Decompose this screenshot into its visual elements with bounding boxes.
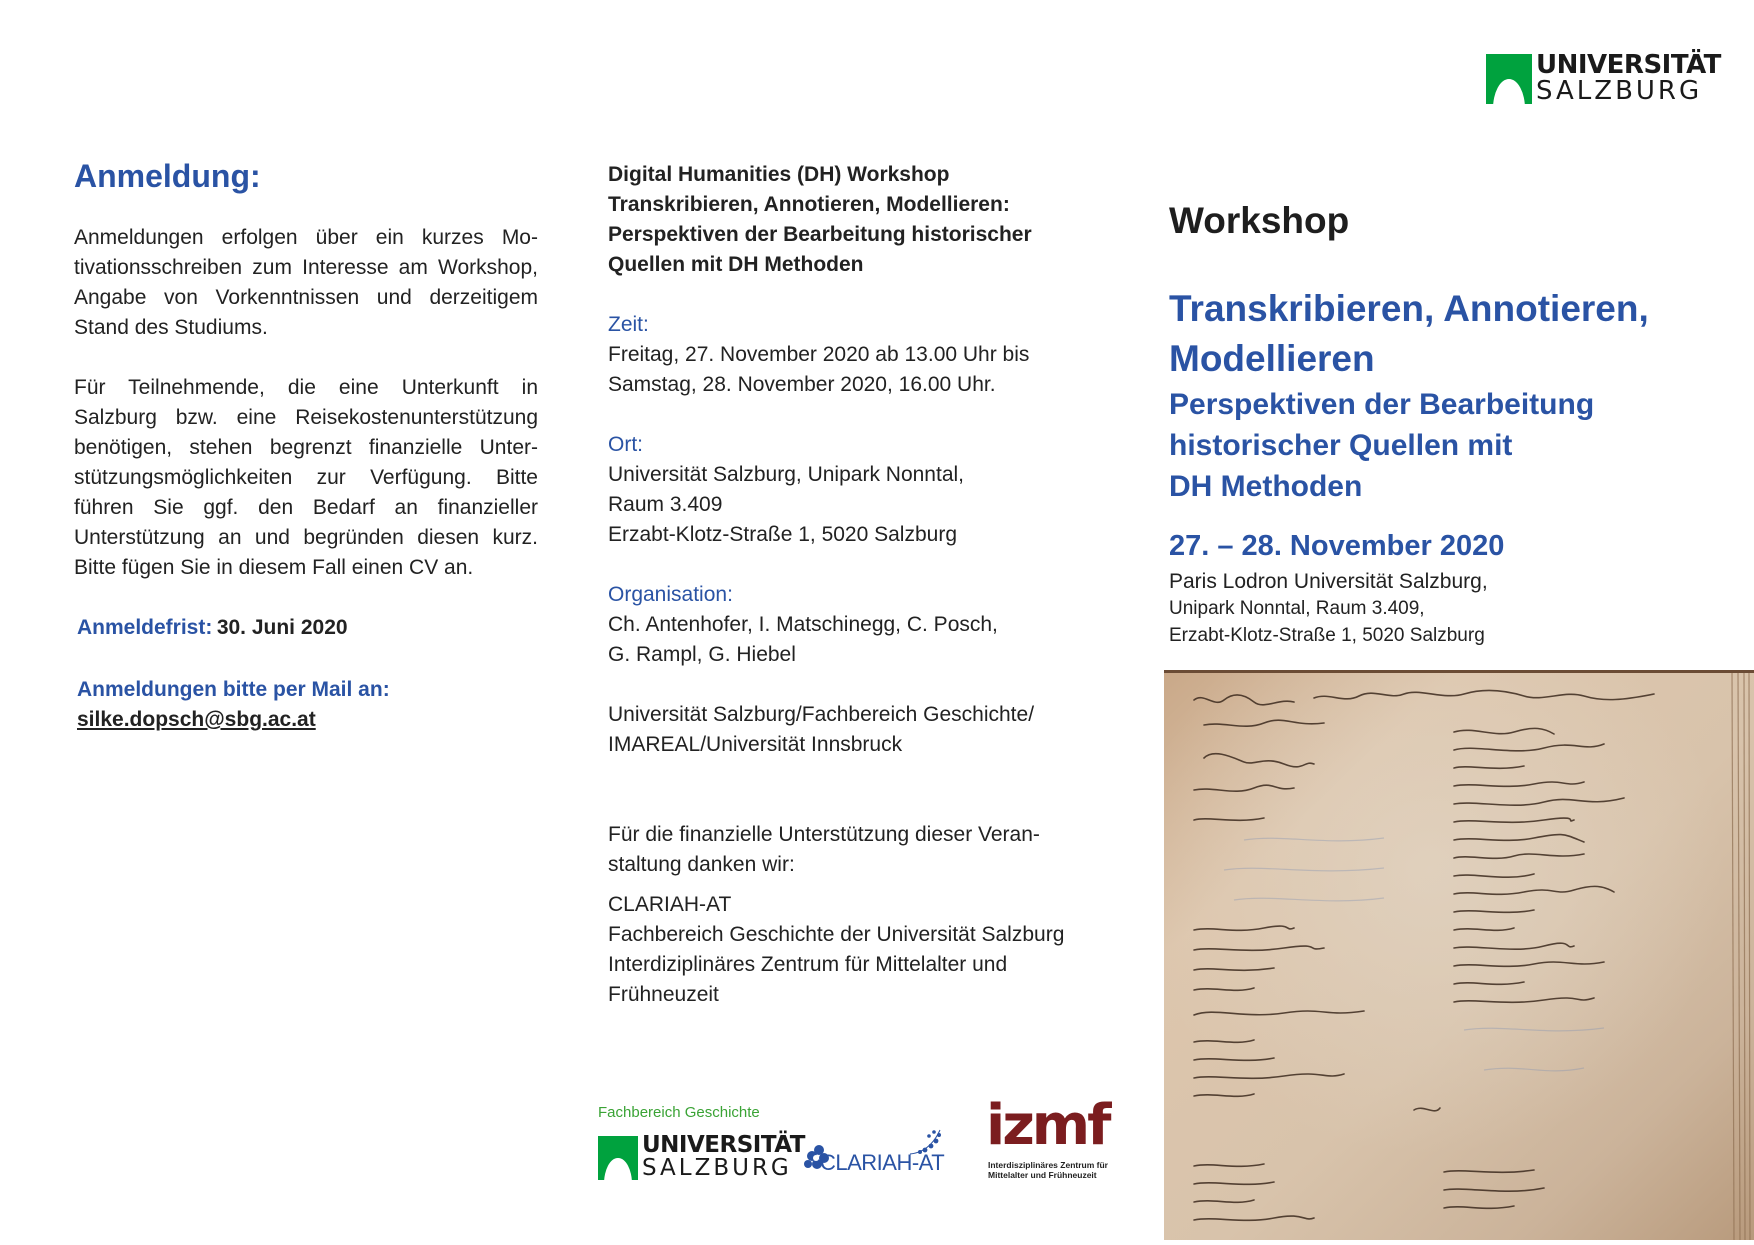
fachbereich-label: Fachbereich Geschichte: [598, 1104, 760, 1121]
izmf-subtitle-2: Mittelalter und Frühneuzeit: [988, 1170, 1097, 1180]
time-line: Samstag, 28. November 2020, 16.00 Uhr.: [608, 373, 996, 396]
deadline-line: [74, 613, 538, 645]
sponsor-line: Interdiziplinäres Zentrum für Mittelalter und: [608, 953, 1008, 976]
university-arch-icon: [598, 1136, 638, 1180]
thanks-line: Für die finanzielle Unterstützung dieser Veran-: [608, 823, 1040, 846]
workshop-title-block: [608, 160, 1128, 280]
place-label: Ort:: [608, 433, 643, 456]
title-line: Digital Humanities (DH) Workshop: [608, 163, 950, 186]
place-line: Erzabt-Klotz-Straße 1, 5020 Salzburg: [608, 523, 958, 546]
deadline-label: Anmeldefrist:: [77, 616, 213, 639]
location-line: Paris Lodron Universität Salzburg,: [1169, 570, 1488, 593]
workshop-subtitle: [1169, 384, 1729, 507]
subtitle-line: Perspektiven der Bearbeitung: [1169, 388, 1595, 421]
mail-link[interactable]: silke.dopsch@sbg.ac.at: [77, 708, 316, 731]
workshop-main-title: [1169, 284, 1729, 384]
universitaet-salzburg-logo: [1486, 52, 1721, 104]
organisation-label: Organisation:: [608, 583, 733, 606]
logo-line-1: UNIVERSITÄT: [642, 1132, 805, 1158]
izmf-subtitle-1: Interdisziplinäres Zentrum für: [988, 1160, 1108, 1170]
title-line: Perspektiven der Bearbeitung historischer: [608, 223, 1032, 246]
event-date: 27. – 28. November 2020: [1169, 530, 1505, 562]
place-line: Universität Salzburg, Unipark Nonntal,: [608, 463, 964, 486]
location-line: Unipark Nonntal, Raum 3.409,: [1169, 598, 1425, 619]
logo-line-1: UNIVERSITÄT: [1536, 50, 1721, 80]
thanks-line: staltung danken wir:: [608, 853, 795, 876]
time-label: Zeit:: [608, 313, 649, 336]
registration-section: [74, 158, 538, 737]
subtitle-line: historischer Quellen mit: [1169, 429, 1513, 462]
details-section: [608, 160, 1128, 1010]
main-title-line: Modellieren: [1169, 338, 1375, 379]
logo-line-2: SALZBURG: [1536, 76, 1703, 106]
registration-heading: Anmeldung:: [74, 158, 261, 194]
place-line: Raum 3.409: [608, 493, 723, 516]
title-line: Transkribieren, Annotieren, Modellieren:: [608, 193, 1010, 216]
institution-line: Universität Salzburg/Fachbereich Geschichte/: [608, 703, 1035, 726]
location-line: Erzabt-Klotz-Straße 1, 5020 Salzburg: [1169, 625, 1485, 646]
logo-line-2: SALZBURG: [642, 1155, 792, 1181]
izmf-wordmark: izmf: [986, 1093, 1109, 1158]
organisation-line: Ch. Antenhofer, I. Matschinegg, C. Posch,: [608, 613, 998, 636]
registration-paragraph-2: Für Teilnehmende, die eine Unterkunft in Salzburg bzw. eine Reisekostenunterstützung benötigen, stehen begrenzt finanzielle Unterstützungsmöglichkeiten zur Verfügung. Bitte führen Sie ggf. den Bedarf an finanzieller Unterstützung an und begründen diesen kurz. Bitte fügen Sie in diesem Fall einen CV an.: [74, 376, 538, 579]
manuscript-image: [1164, 670, 1754, 1240]
clariah-logo: [800, 1122, 950, 1178]
workshop-heading: Workshop: [1169, 200, 1350, 241]
clariah-wordmark: CLARIAH-AT: [820, 1150, 945, 1175]
institution-line: IMAREAL/Universität Innsbruck: [608, 733, 903, 756]
manuscript-page-illustration: [1164, 670, 1754, 1240]
time-line: Freitag, 27. November 2020 ab 13.00 Uhr bis: [608, 343, 1030, 366]
subtitle-line: DH Methoden: [1169, 470, 1363, 503]
university-arch-icon: [1486, 54, 1532, 104]
sponsor-line: CLARIAH-AT: [608, 893, 732, 916]
registration-paragraph-1: Anmeldungen erfolgen über ein kurzes Motivationsschreiben zum Interesse am Workshop, Angabe von Vorkenntnissen und derzeitigem Stand des Studiums.: [74, 226, 538, 339]
universitaet-salzburg-logo-small: [598, 1134, 805, 1180]
organisation-line: G. Rampl, G. Hiebel: [608, 643, 796, 666]
sponsor-line: Frühneuzeit: [608, 983, 719, 1006]
sponsor-line: Fachbereich Geschichte der Universität Salzburg: [608, 923, 1065, 946]
izmf-logo: [986, 1093, 1126, 1180]
main-title-line: Transkribieren, Annotieren,: [1169, 288, 1649, 329]
deadline-value: 30. Juni 2020: [216, 616, 348, 639]
title-line: Quellen mit DH Methoden: [608, 253, 864, 276]
mail-label: Anmeldungen bitte per Mail an:: [77, 678, 390, 701]
